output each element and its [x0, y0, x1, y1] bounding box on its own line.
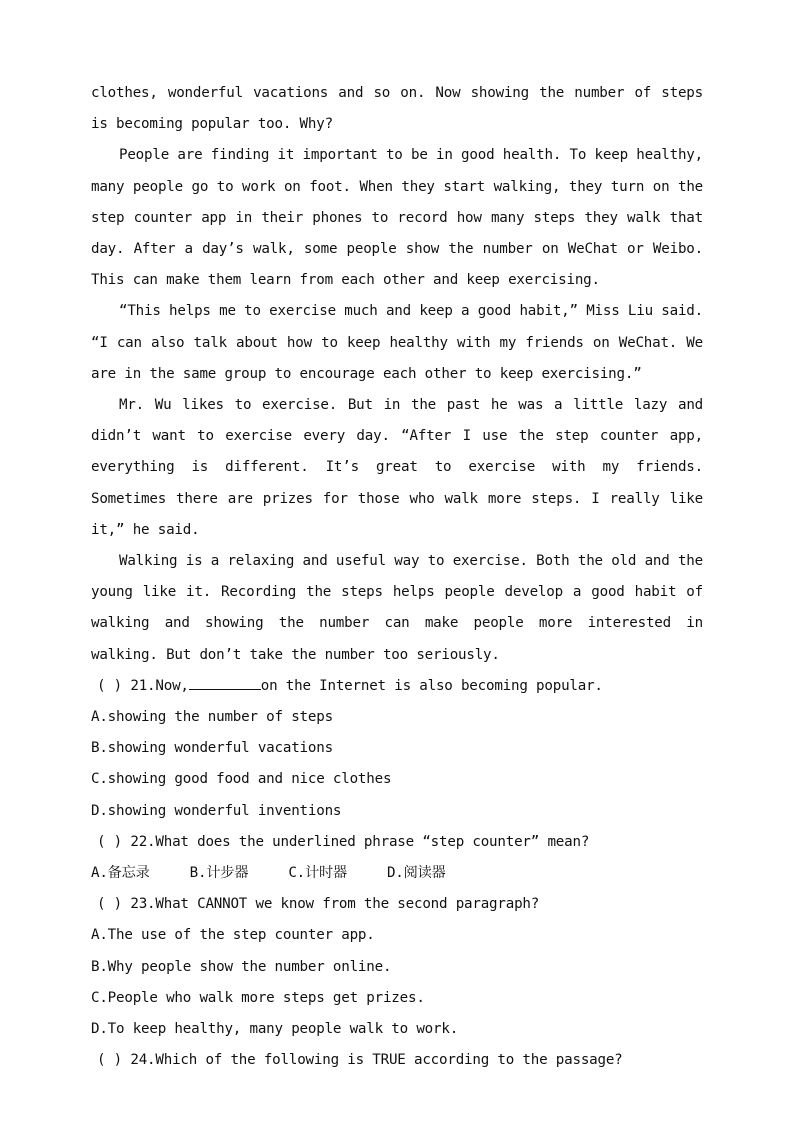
question-23-option-d: D.To keep healthy, many people walk to work.	[91, 1021, 459, 1038]
question-22-options	[91, 858, 703, 889]
question-22: ( ) 22.What does the underlined phrase “step counter” mean?	[97, 833, 590, 850]
question-21-prefix: ( ) 21.Now,	[97, 677, 189, 694]
question-21-option-a: A.showing the number of steps	[91, 709, 333, 726]
question-21	[91, 671, 703, 702]
question-22-option-b: B.计步器	[189, 865, 249, 882]
question-22-option-c: C.计时器	[288, 865, 347, 882]
question-21-suffix: on the Internet is also becoming popular.	[260, 677, 603, 694]
question-21-option-c: C.showing good food and nice clothes	[91, 771, 392, 788]
question-23-option-c: C.People who walk more steps get prizes.	[91, 989, 425, 1006]
passage-paragraph-5: Walking is a relaxing and useful way to exercise. Both the old and the young like it. Recording the steps helps people develop a good habit of walking and showing the number can make people more interested in walking. But don’t take the number too seriously.	[91, 553, 703, 663]
question-23: ( ) 23.What CANNOT we know from the second paragraph?	[97, 896, 540, 913]
document-content	[91, 78, 703, 1077]
question-22-option-d: D.阅读器	[386, 865, 446, 882]
question-24: ( ) 24.Which of the following is TRUE according to the passage?	[97, 1052, 623, 1069]
question-23-option-a: A.The use of the step counter app.	[91, 927, 375, 944]
question-22-option-a: A.备忘录	[91, 865, 150, 882]
passage-paragraph-3: “This helps me to exercise much and keep a good habit,” Miss Liu said. “I can also talk about how to keep healthy with my friends on WeChat. We are in the same group to encourage each other to keep exercising.”	[91, 303, 703, 382]
passage-paragraph-1: clothes, wonderful vacations and so on. Now showing the number of steps is becoming popular too. Why?	[91, 85, 703, 133]
passage-paragraph-2: People are finding it important to be in good health. To keep healthy, many people go to work on foot. When they start walking, they turn on the step counter app in their phones to record how many steps they walk that day. After a day’s walk, some people show the number on WeChat or Weibo. This can make them learn from each other and keep exercising.	[91, 147, 703, 289]
question-21-option-b: B.showing wonderful vacations	[91, 740, 333, 757]
question-21-blank[interactable]	[189, 675, 261, 690]
question-23-option-b: B.Why people show the number online.	[91, 958, 392, 975]
question-21-option-d: D.showing wonderful inventions	[91, 802, 342, 819]
passage-paragraph-4: Mr. Wu likes to exercise. But in the past he was a little lazy and didn’t want to exercise every day. “After I use the step counter app, everything is different. It’s great to exercise with my friends. Sometimes there are prizes for those who walk more steps. I really like it,” he said.	[91, 397, 703, 538]
